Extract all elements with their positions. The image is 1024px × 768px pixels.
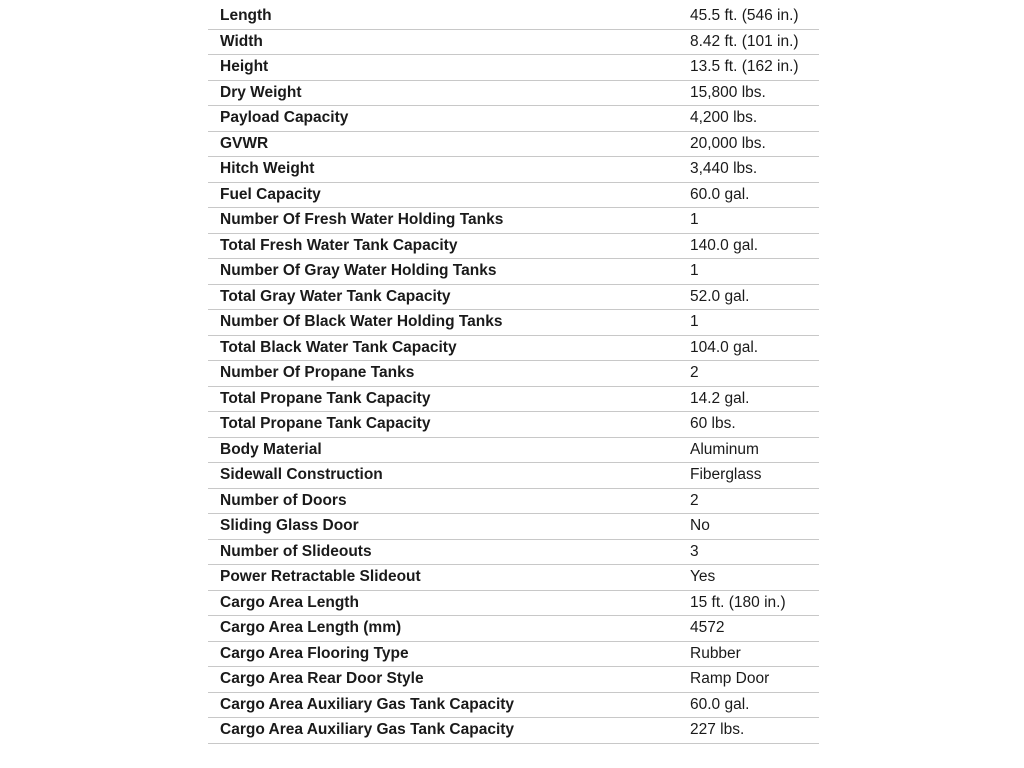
spec-value: 45.5 ft. (546 in.) (690, 4, 819, 29)
spec-label: Number of Doors (208, 488, 690, 514)
spec-value: 8.42 ft. (101 in.) (690, 29, 819, 55)
spec-label: Cargo Area Flooring Type (208, 641, 690, 667)
spec-row (208, 463, 819, 489)
spec-label: Number of Slideouts (208, 539, 690, 565)
spec-label: Total Fresh Water Tank Capacity (208, 233, 690, 259)
spec-value: Rubber (690, 641, 819, 667)
spec-value: 14.2 gal. (690, 386, 819, 412)
spec-label: Hitch Weight (208, 157, 690, 183)
spec-row (208, 29, 819, 55)
spec-value: Ramp Door (690, 667, 819, 693)
spec-label: Dry Weight (208, 80, 690, 106)
spec-value: Fiberglass (690, 463, 819, 489)
spec-row (208, 335, 819, 361)
spec-value: Aluminum (690, 437, 819, 463)
spec-label: Power Retractable Slideout (208, 565, 690, 591)
spec-label: Total Black Water Tank Capacity (208, 335, 690, 361)
spec-label: Number Of Fresh Water Holding Tanks (208, 208, 690, 234)
spec-label: GVWR (208, 131, 690, 157)
spec-value: Yes (690, 565, 819, 591)
spec-value: 4572 (690, 616, 819, 642)
spec-value: No (690, 514, 819, 540)
spec-value: 4,200 lbs. (690, 106, 819, 132)
spec-row (208, 310, 819, 336)
spec-value: 15 ft. (180 in.) (690, 590, 819, 616)
spec-row (208, 616, 819, 642)
spec-value: 3 (690, 539, 819, 565)
spec-label: Number Of Propane Tanks (208, 361, 690, 387)
spec-row (208, 259, 819, 285)
spec-row (208, 718, 819, 744)
spec-label: Total Propane Tank Capacity (208, 412, 690, 438)
spec-value: 13.5 ft. (162 in.) (690, 55, 819, 81)
spec-label: Total Gray Water Tank Capacity (208, 284, 690, 310)
spec-label: Sidewall Construction (208, 463, 690, 489)
spec-row (208, 80, 819, 106)
spec-label: Cargo Area Length (208, 590, 690, 616)
spec-value: 1 (690, 310, 819, 336)
spec-row (208, 182, 819, 208)
spec-value: 20,000 lbs. (690, 131, 819, 157)
spec-row (208, 157, 819, 183)
spec-label: Number Of Black Water Holding Tanks (208, 310, 690, 336)
spec-row (208, 284, 819, 310)
spec-value: 1 (690, 208, 819, 234)
spec-value: 1 (690, 259, 819, 285)
spec-row (208, 233, 819, 259)
spec-row (208, 208, 819, 234)
spec-row (208, 55, 819, 81)
spec-value: 2 (690, 361, 819, 387)
spec-label: Cargo Area Auxiliary Gas Tank Capacity (208, 718, 690, 744)
spec-label: Cargo Area Length (mm) (208, 616, 690, 642)
spec-label: Sliding Glass Door (208, 514, 690, 540)
spec-label: Fuel Capacity (208, 182, 690, 208)
spec-row (208, 667, 819, 693)
spec-row (208, 641, 819, 667)
spec-row (208, 4, 819, 29)
spec-value: 2 (690, 488, 819, 514)
spec-table-body (208, 4, 819, 743)
spec-row (208, 131, 819, 157)
spec-row (208, 488, 819, 514)
spec-label: Payload Capacity (208, 106, 690, 132)
spec-row (208, 386, 819, 412)
spec-label: Width (208, 29, 690, 55)
spec-value: 3,440 lbs. (690, 157, 819, 183)
spec-row (208, 692, 819, 718)
spec-value: 60.0 gal. (690, 182, 819, 208)
spec-label: Cargo Area Auxiliary Gas Tank Capacity (208, 692, 690, 718)
spec-row (208, 412, 819, 438)
spec-value: 227 lbs. (690, 718, 819, 744)
spec-row (208, 437, 819, 463)
spec-value: 60.0 gal. (690, 692, 819, 718)
spec-value: 52.0 gal. (690, 284, 819, 310)
spec-value: 140.0 gal. (690, 233, 819, 259)
spec-label: Body Material (208, 437, 690, 463)
spec-label: Height (208, 55, 690, 81)
spec-row (208, 106, 819, 132)
spec-value: 15,800 lbs. (690, 80, 819, 106)
spec-label: Total Propane Tank Capacity (208, 386, 690, 412)
spec-row (208, 361, 819, 387)
spec-row (208, 514, 819, 540)
spec-value: 104.0 gal. (690, 335, 819, 361)
spec-label: Number Of Gray Water Holding Tanks (208, 259, 690, 285)
spec-label: Length (208, 4, 690, 29)
spec-row (208, 590, 819, 616)
spec-value: 60 lbs. (690, 412, 819, 438)
spec-label: Cargo Area Rear Door Style (208, 667, 690, 693)
spec-row (208, 565, 819, 591)
spec-table (208, 4, 819, 744)
spec-row (208, 539, 819, 565)
